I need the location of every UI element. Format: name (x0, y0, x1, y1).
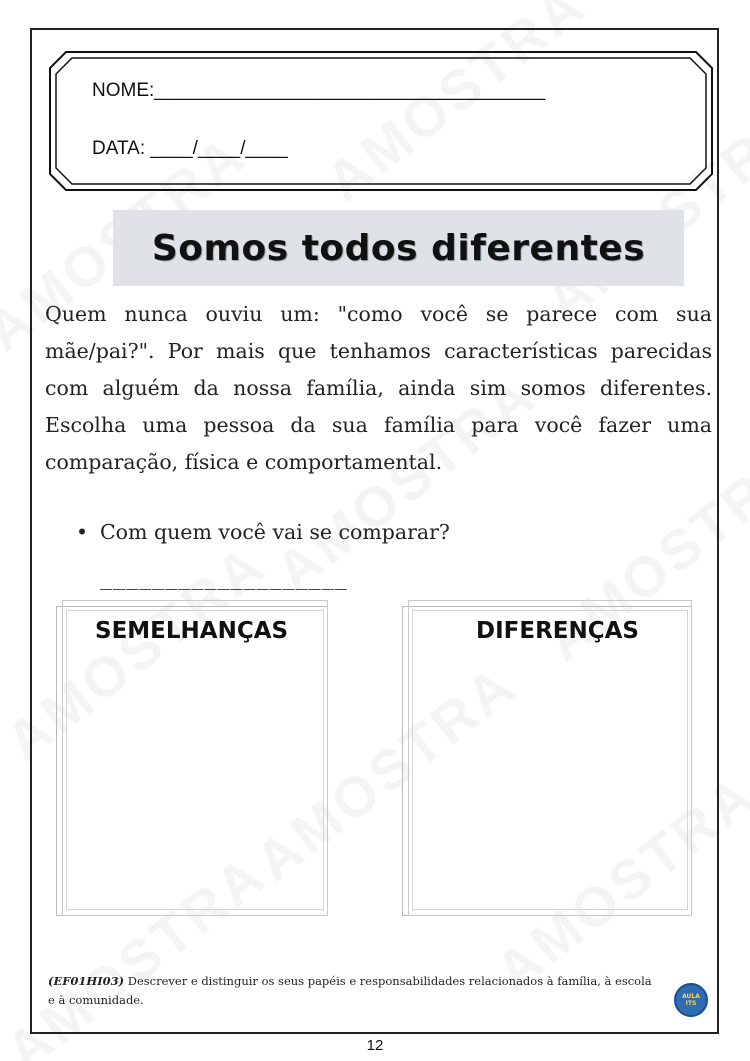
logo-text: AULA ITS (682, 993, 700, 1007)
page-number: 12 (366, 1037, 384, 1054)
date-field[interactable]: DATA: ____/____/____ (92, 138, 288, 159)
footnote-code: (EF01HI03) (48, 974, 125, 988)
logo-icon (674, 983, 708, 1017)
name-field[interactable]: NOME:_____________________________________ (92, 80, 546, 101)
question-text: Com quem você vai se comparar? (100, 520, 450, 544)
differences-box[interactable] (402, 600, 692, 910)
footnote-text: Descrever e distinguir os seus papéis e responsabilidades relacionados à família, à escola e à comunidade. (48, 974, 652, 1007)
header-box (48, 50, 714, 192)
question-item (76, 520, 450, 544)
page-title: Somos todos diferentes (151, 227, 646, 269)
bullet-icon: • (76, 520, 89, 544)
intro-paragraph: Quem nunca ouviu um: "como você se parece com sua mãe/pai?". Por mais que tenhamos características parecidas com alguém da nossa família, ainda sim somos diferentes. Escolha uma pessoa da sua família para você fazer uma comparação, física e comportamental. (45, 302, 712, 474)
footnote (48, 972, 658, 1010)
title-banner (113, 210, 684, 286)
similarities-label: SEMELHANÇAS (95, 618, 289, 644)
answer-line[interactable]: ___________________ (100, 566, 348, 590)
header-frame-icon (48, 50, 714, 192)
similarities-box[interactable] (56, 600, 328, 910)
differences-label: DIFERENÇAS (476, 618, 639, 644)
